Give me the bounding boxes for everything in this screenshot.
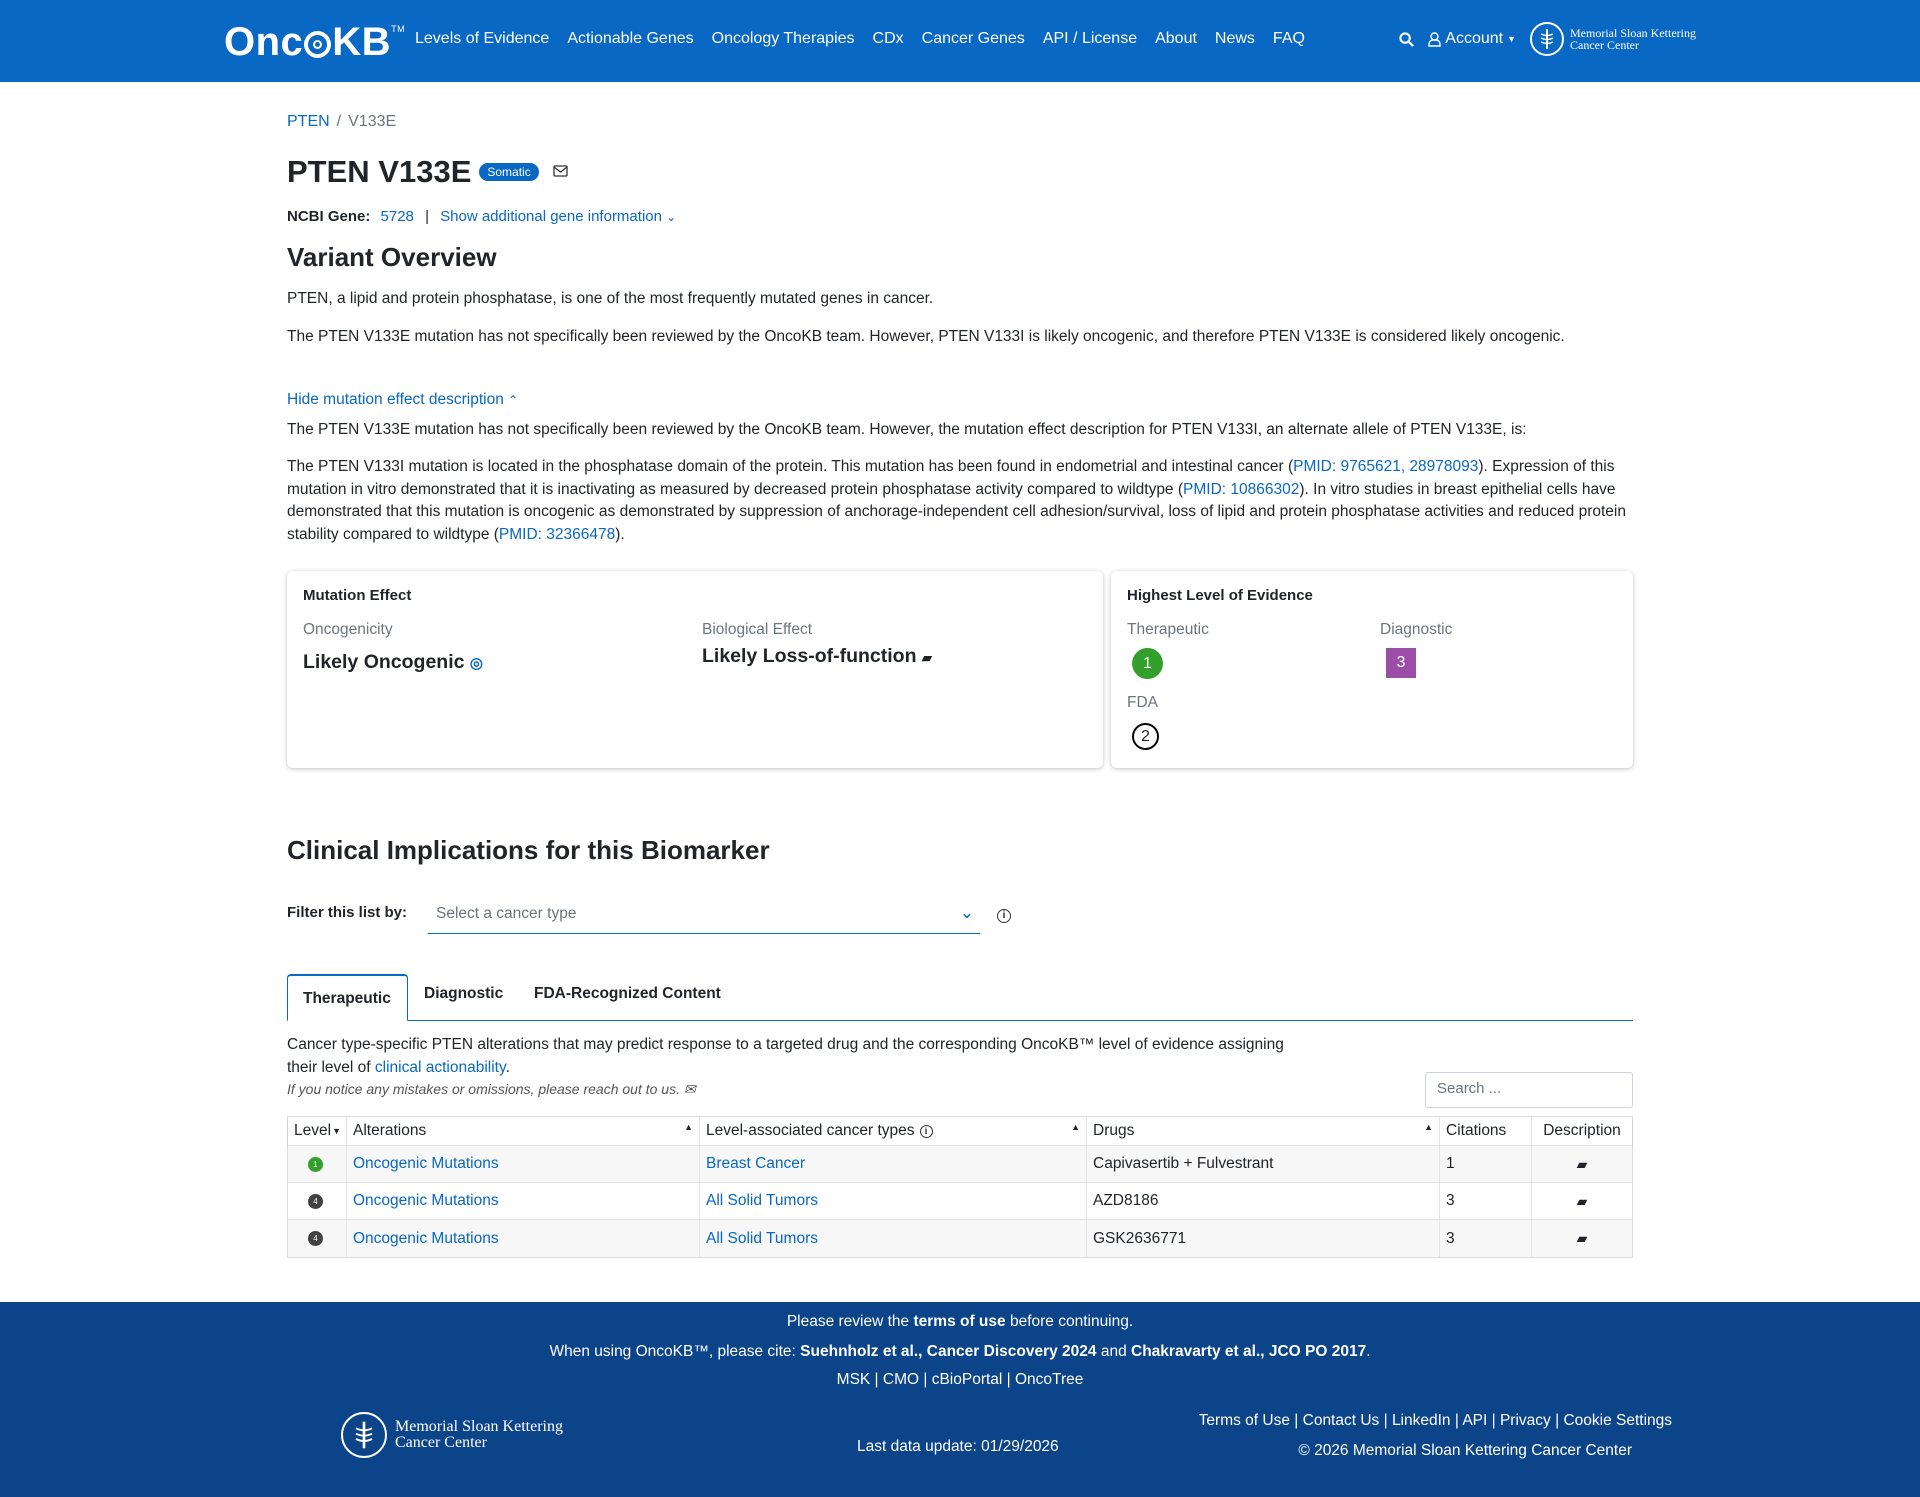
evidence-heading: Highest Level of Evidence: [1127, 587, 1313, 604]
oncokb-logo[interactable]: Onc KB ™: [224, 20, 406, 64]
cancer-type-placeholder: Select a cancer type: [436, 905, 577, 922]
footer-privacy[interactable]: Privacy: [1499, 1412, 1551, 1429]
page-header: [287, 154, 568, 190]
msk-emblem-icon: [341, 1412, 387, 1458]
search-icon[interactable]: [1399, 32, 1414, 47]
footer-link-msk[interactable]: MSK: [836, 1371, 871, 1388]
mail-icon[interactable]: [553, 164, 568, 181]
nav-actionable-genes[interactable]: Actionable Genes: [567, 30, 694, 47]
ncbi-label: NCBI Gene:: [287, 208, 371, 225]
cancer-type-link[interactable]: All Solid Tumors: [706, 1192, 818, 1209]
user-icon: [1428, 32, 1441, 47]
clinical-actionability-link[interactable]: clinical actionability: [374, 1058, 506, 1076]
chevron-down-circle-icon: ⌄: [666, 210, 677, 224]
tab-therapeutic[interactable]: Therapeutic: [287, 974, 408, 1021]
pmid-link-2[interactable]: PMID: 10866302: [1183, 480, 1300, 498]
clinical-tabs: [287, 974, 1633, 1021]
level-1-icon[interactable]: 1: [308, 1157, 323, 1172]
show-gene-info-label: Show additional gene information: [440, 208, 662, 225]
footer-cookie-settings[interactable]: Cookie Settings: [1563, 1412, 1672, 1429]
account-menu[interactable]: [1428, 30, 1516, 48]
sort-up-icon: ▲: [1424, 1122, 1433, 1132]
sort-up-icon: ▲: [1071, 1122, 1080, 1132]
mail-icon[interactable]: ✉: [683, 1081, 696, 1097]
partner-links: MSK | CMO | cBioPortal | OncoTree: [836, 1371, 1084, 1388]
diagnostic-level-icon[interactable]: 3: [1386, 648, 1416, 678]
citations-cell[interactable]: 1: [1440, 1146, 1532, 1182]
nav-news[interactable]: News: [1214, 30, 1255, 47]
msk-line-1: Memorial Sloan Kettering: [1570, 26, 1696, 40]
info-icon[interactable]: i: [920, 1125, 933, 1138]
drug-cell: AZD8186: [1087, 1183, 1440, 1219]
footer-msk-line-1: Memorial Sloan Kettering: [395, 1418, 563, 1435]
description-column-header: Description: [1543, 1122, 1621, 1139]
cancer-types-column-header[interactable]: Level-associated cancer types i ▲: [700, 1117, 1087, 1145]
oncogenicity-label: Oncogenicity: [303, 621, 393, 638]
main-nav: [415, 30, 1305, 48]
drug-cell: Capivasertib + Fulvestrant: [1087, 1146, 1440, 1182]
tab-fda-recognized[interactable]: FDA-Recognized Content: [534, 985, 721, 1002]
oncogenic-icon: ◎: [469, 655, 483, 672]
level-column-header[interactable]: Level ▼: [288, 1117, 347, 1145]
cancer-type-link[interactable]: All Solid Tumors: [706, 1229, 818, 1247]
citation-2[interactable]: Chakravarty et al., JCO PO 2017: [1131, 1343, 1367, 1360]
cancer-type-select[interactable]: [428, 897, 980, 934]
footer-link-cbioportal[interactable]: cBioPortal: [931, 1371, 1003, 1388]
book-icon[interactable]: ▰: [1576, 1192, 1588, 1209]
citation-line: When using OncoKB™, please cite: Suehnholz et al., Cancer Discovery 2024 and Chakravarty et al., JCO PO 2017.: [549, 1343, 1371, 1360]
diagnostic-label: Diagnostic: [1380, 621, 1453, 638]
mutation-effect-card: [287, 571, 1103, 768]
level-4-icon[interactable]: 4: [308, 1231, 323, 1246]
footer-msk-logo[interactable]: [341, 1412, 563, 1458]
breadcrumb: PTEN / V133E: [287, 113, 397, 130]
hide-mutation-effect-toggle[interactable]: [287, 391, 518, 409]
chevron-up-circle-icon: ⌃: [508, 393, 519, 407]
alterations-column-header[interactable]: Alterations ▲: [347, 1117, 700, 1145]
biological-effect-label: Biological Effect: [702, 621, 812, 638]
footer-links: Terms of Use | Contact Us | LinkedIn | API | Privacy | Cookie Settings: [1198, 1412, 1672, 1429]
footer-linkedin[interactable]: LinkedIn: [1391, 1412, 1451, 1429]
footer: [0, 1302, 1920, 1497]
alteration-link[interactable]: Oncogenic Mutations: [353, 1155, 499, 1172]
book-icon[interactable]: ▰: [1576, 1155, 1588, 1172]
filter-label: Filter this list by:: [287, 904, 408, 921]
msk-emblem-icon: [1530, 22, 1564, 56]
terms-review-line: Please review the terms of use before continuing.: [786, 1313, 1134, 1330]
msk-line-2: Cancer Center: [1570, 38, 1639, 52]
table-row: [288, 1183, 1632, 1220]
mutation-effect-heading: Mutation Effect: [303, 587, 412, 604]
terms-of-use-link[interactable]: terms of use: [913, 1313, 1006, 1330]
drugs-column-header[interactable]: Drugs ▲: [1087, 1117, 1440, 1145]
book-icon[interactable]: ▰: [921, 650, 932, 665]
nav-right: [1399, 22, 1696, 56]
footer-terms[interactable]: Terms of Use: [1198, 1412, 1290, 1429]
variant-overview-heading: Variant Overview: [287, 242, 497, 272]
nav-oncology-therapies[interactable]: Oncology Therapies: [711, 30, 855, 47]
page-title: PTEN V133E: [287, 154, 472, 189]
last-data-update: Last data update: 01/29/2026: [857, 1438, 1059, 1455]
reach-out-note: If you notice any mistakes or omissions, please reach out to us. ✉: [287, 1081, 696, 1097]
highest-level-evidence-card: [1111, 571, 1633, 768]
chevron-down-icon: ⌄: [959, 903, 974, 922]
therapeutic-table: [287, 1116, 1633, 1258]
top-navbar: [0, 0, 1920, 82]
footer-link-oncotree[interactable]: OncoTree: [1015, 1371, 1084, 1388]
alteration-link[interactable]: Oncogenic Mutations: [353, 1192, 499, 1209]
therapeutic-level-icon[interactable]: 1: [1132, 648, 1163, 679]
pmid-link-1[interactable]: PMID: 9765621, 28978093: [1293, 458, 1479, 475]
msk-logo[interactable]: [1530, 22, 1696, 56]
copyright: © 2026 Memorial Sloan Kettering Cancer Center: [1298, 1442, 1632, 1459]
clinical-implications-heading: Clinical Implications for this Biomarker: [287, 835, 770, 865]
table-row: [288, 1220, 1632, 1257]
citation-1[interactable]: Suehnholz et al., Cancer Discovery 2024: [800, 1343, 1097, 1360]
overview-paragraph-3: The PTEN V133E mutation has not specifically been reviewed by the OncoKB team. However, the mutation effect description for PTEN V133I, an alternate allele of PTEN V133E, is:: [287, 421, 1527, 438]
nav-faq[interactable]: FAQ: [1272, 30, 1305, 47]
show-gene-info-link[interactable]: [440, 208, 676, 225]
nav-cancer-genes[interactable]: Cancer Genes: [921, 30, 1025, 47]
citations-cell[interactable]: 3: [1440, 1183, 1532, 1219]
nav-api-license[interactable]: API / License: [1042, 30, 1138, 47]
overview-paragraph-2: The PTEN V133E mutation has not specifically been reviewed by the OncoKB team. However, PTEN V133I is likely oncogenic, and therefore PTEN V133E is considered likely oncogenic.: [287, 328, 1565, 345]
nav-levels-of-evidence[interactable]: Levels of Evidence: [415, 30, 550, 47]
cancer-type-link[interactable]: Breast Cancer: [706, 1155, 806, 1172]
ncbi-gene-row: NCBI Gene: 5728 | Show additional gene information ⌄: [287, 208, 677, 225]
tab-diagnostic[interactable]: Diagnostic: [424, 985, 504, 1002]
pmid-link-3[interactable]: PMID: 32366478: [498, 525, 616, 543]
sort-up-icon: ▲: [684, 1122, 693, 1132]
citations-column-header[interactable]: Citations: [1440, 1117, 1532, 1145]
drug-cell: GSK2636771: [1087, 1220, 1440, 1257]
caret-down-icon: ▼: [1507, 34, 1517, 44]
ncbi-gene-link[interactable]: 5728: [380, 208, 414, 225]
info-icon[interactable]: i: [997, 909, 1011, 923]
fda-level-icon[interactable]: 2: [1132, 723, 1159, 750]
footer-contact[interactable]: Contact Us: [1302, 1412, 1380, 1429]
sort-down-icon: ▼: [332, 1126, 341, 1136]
breadcrumb-gene[interactable]: PTEN: [287, 113, 330, 130]
therapeutic-label: Therapeutic: [1127, 621, 1209, 638]
alteration-link[interactable]: Oncogenic Mutations: [353, 1229, 499, 1247]
table-row: [288, 1146, 1632, 1183]
somatic-badge: Somatic: [479, 163, 538, 181]
level-4-icon[interactable]: 4: [308, 1194, 323, 1209]
table-search-input[interactable]: Search ...: [1425, 1072, 1633, 1108]
footer-link-cmo[interactable]: CMO: [882, 1371, 920, 1388]
book-icon[interactable]: ▰: [1576, 1230, 1588, 1246]
account-label: Account: [1445, 30, 1504, 47]
nav-cdx[interactable]: CDx: [872, 30, 904, 47]
citations-cell[interactable]: 3: [1440, 1220, 1532, 1257]
therapeutic-description: Cancer type-specific PTEN alterations that may predict response to a targeted drug and the corresponding OncoKB™ level of evidence assigning their level of clinical actionability.: [287, 1036, 1284, 1076]
footer-msk-line-2: Cancer Center: [395, 1434, 487, 1451]
breadcrumb-variant: V133E: [348, 113, 397, 130]
overview-paragraph-4: The PTEN V133I mutation is located in the phosphatase domain of the protein. This mutation has been found in endometrial and intestinal cancer (PMID: 9765621, 28978093). Expression of this mutation in vitro demonstrated that it is inactivating as measured by decreased protein phosphatase activity compared to wildtype (PMID: 10866302). In vitro studies in breast epithelial cells have demonstrated that this mutation is oncogenic as demonstrated by suppression of anchorage-independent cell adhesion/survival, loss of lipid and protein phosphatase activities and reduced protein stability compared to wildtype (PMID: 32366478).: [287, 458, 1626, 543]
hide-mutation-effect-label: Hide mutation effect description: [287, 391, 504, 408]
table-header-row: [288, 1117, 1632, 1146]
footer-api[interactable]: API: [1462, 1412, 1488, 1429]
nav-about[interactable]: About: [1155, 30, 1197, 47]
oncogenicity-value: Likely Oncogenic ◎: [303, 651, 483, 673]
overview-paragraph-1: PTEN, a lipid and protein phosphatase, is one of the most frequently mutated genes in cancer.: [287, 290, 934, 307]
biological-effect-value: Likely Loss-of-function ▰: [702, 645, 932, 667]
fda-label: FDA: [1127, 694, 1158, 711]
